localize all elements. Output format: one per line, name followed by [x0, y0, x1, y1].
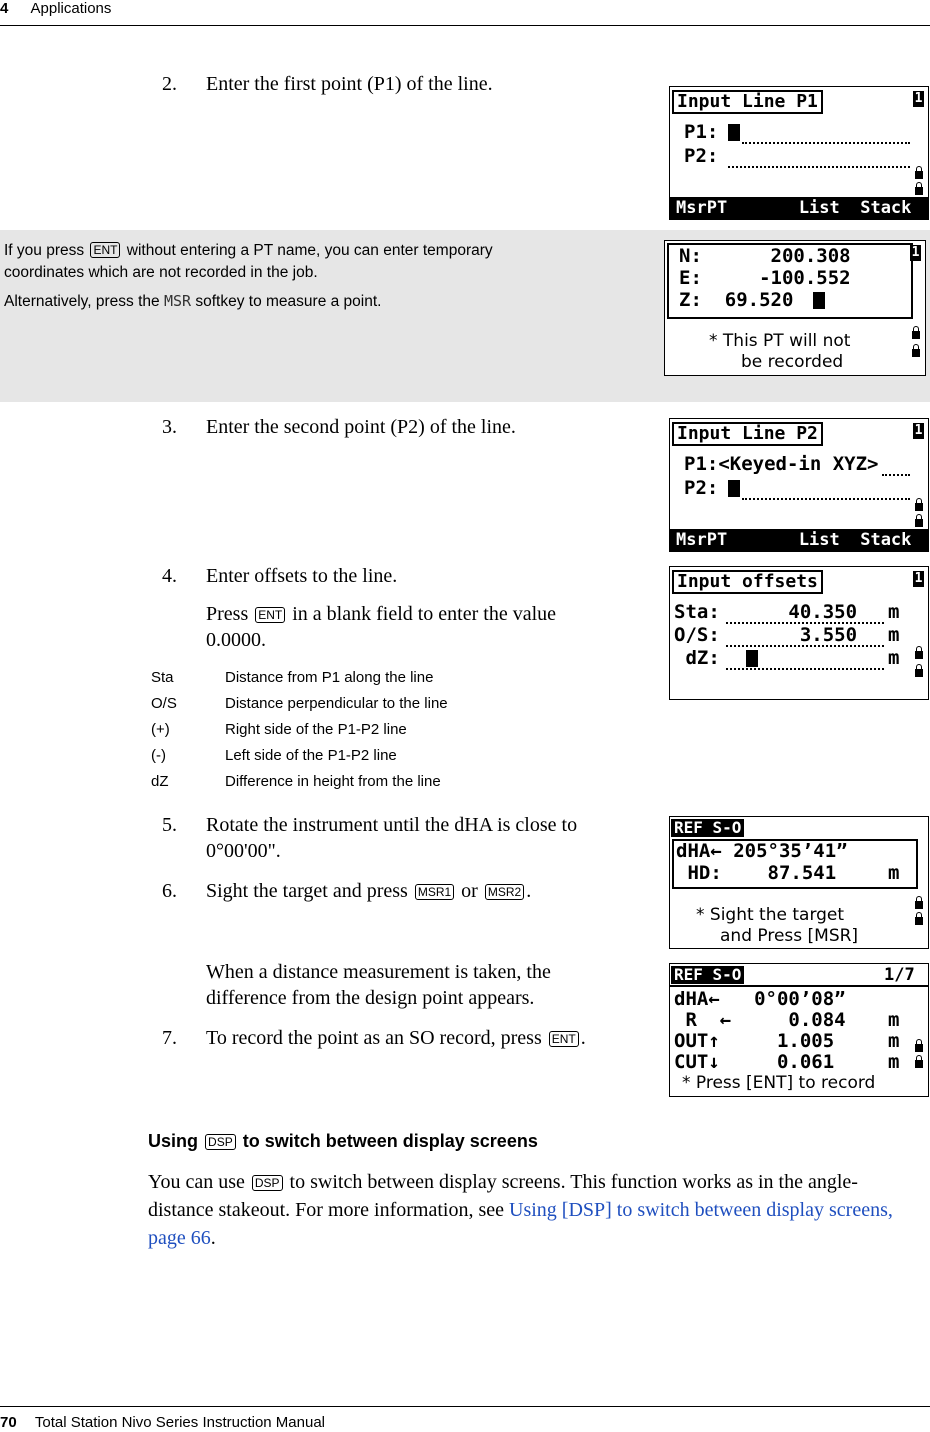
- dz-unit: m: [888, 647, 900, 669]
- field-p1: P1:<Keyed-in XYZ>: [684, 453, 879, 475]
- cut-value: CUT↓ 0.061: [674, 1051, 835, 1073]
- definition-term: O/S: [151, 695, 177, 712]
- cursor: [813, 292, 825, 309]
- msr2-key: MSR2: [485, 884, 524, 900]
- lock-icon: [915, 669, 923, 679]
- dha-value: dHA← 0°00’08”: [674, 988, 846, 1010]
- page-number: 70: [0, 1414, 17, 1431]
- lock-icon: [915, 1060, 923, 1070]
- step-text: Enter the first point (P1) of the line.: [206, 73, 493, 95]
- step-text: Sight the target and press: [206, 880, 408, 902]
- lcd-screen-temporary-coordinates: [664, 240, 926, 376]
- dha-value: dHA← 205°35’41”: [676, 840, 848, 862]
- r-unit: m: [888, 1009, 900, 1031]
- lock-icon: [915, 901, 923, 911]
- field-p2-label: P2:: [684, 477, 719, 499]
- softkeys: MsrPT List Stack: [676, 198, 912, 218]
- step-number: 2.: [162, 73, 177, 95]
- lock-icon: [915, 187, 923, 197]
- definition-term: (+): [151, 721, 170, 738]
- note-line-2: coordinates which are not recorded in the job.: [4, 264, 318, 281]
- step-number: 3.: [162, 416, 177, 438]
- out-unit: m: [888, 1030, 900, 1052]
- step-text: Enter offsets to the line.: [206, 565, 398, 587]
- step-6: 6. Sight the target and press MSR1 or MSR2 .: [162, 880, 532, 902]
- field-p2-line: [728, 166, 910, 168]
- section-subheading: Using DSP to switch between display screens: [148, 1131, 538, 1151]
- ent-key: ENT: [255, 607, 285, 623]
- screen-title: REF S-O: [671, 819, 744, 837]
- ent-key: ENT: [549, 1031, 579, 1047]
- step-text: To record the point as an SO record, press: [206, 1027, 542, 1049]
- lock-icon: [912, 349, 920, 359]
- step-number: 5.: [162, 814, 177, 836]
- ent-key: ENT: [90, 242, 120, 258]
- note-box: [0, 230, 930, 402]
- definition-desc: Distance perpendicular to the line: [225, 695, 448, 712]
- lock-icon: [915, 503, 923, 513]
- indicator-1: 1: [911, 245, 920, 260]
- elevation: Z: 69.520: [679, 289, 794, 311]
- lcd-screen-input-offsets: [669, 566, 929, 700]
- screen-title: Input offsets: [672, 570, 823, 594]
- running-footer: [0, 1414, 325, 1431]
- definition-list: [151, 669, 651, 799]
- field-p2-label: P2:: [684, 145, 719, 167]
- northing: N: 200.308: [679, 245, 851, 267]
- step-5: [162, 812, 652, 864]
- definition-desc: Difference in height from the line: [225, 773, 441, 790]
- step-number: 7.: [162, 1027, 177, 1049]
- lcd-screen-ref-so-sight: [669, 816, 929, 949]
- station-unit: m: [888, 601, 900, 623]
- hd-value: HD: 87.541: [676, 862, 837, 884]
- softkey-bar: [670, 529, 928, 551]
- msr-softkey-label: MSR: [163, 292, 192, 310]
- step-6-result: When a distance measurement is taken, the difference from the design point appears.: [206, 961, 551, 1009]
- screen-title: Input Line P2: [672, 422, 823, 446]
- lock-icon: [915, 917, 923, 927]
- running-header: [0, 0, 111, 17]
- station-field: Sta: 40.350: [674, 601, 858, 623]
- screen-message-1: * Sight the target: [696, 905, 845, 925]
- cursor: [746, 650, 758, 667]
- definition-desc: Distance from P1 along the line: [225, 669, 434, 686]
- indicator-1: 1: [914, 423, 923, 438]
- field-p1-line: [742, 142, 910, 144]
- note-line-1: If you press ENT without entering a PT name, you can enter temporary: [4, 242, 493, 259]
- indicator-1: 1: [914, 91, 923, 106]
- lock-icon: [915, 171, 923, 181]
- screen-message: * Press [ENT] to record: [682, 1073, 876, 1093]
- softkey-bar: [670, 197, 928, 219]
- lcd-screen-ref-so-result: [669, 963, 929, 1097]
- footer-rule: [0, 1406, 930, 1407]
- step-text: Rotate the instrument until the dHA is close to 0°00'00".: [206, 814, 578, 862]
- lock-icon: [915, 519, 923, 529]
- header-rule: [0, 25, 930, 26]
- screen-title: REF S-O: [671, 966, 744, 984]
- field-p1-line: [882, 474, 910, 476]
- screen-message-2: be recorded: [741, 352, 844, 372]
- cursor: [728, 480, 740, 497]
- step-number: 4.: [162, 565, 177, 587]
- dz-line: [726, 668, 884, 670]
- screen-message-1: * This PT will not: [709, 331, 851, 351]
- chapter-number: 4: [0, 0, 9, 17]
- r-value: R ← 0.084: [674, 1009, 846, 1031]
- definition-term: (-): [151, 747, 166, 764]
- field-p1-label: P1:: [684, 121, 719, 143]
- lcd-screen-input-line-p2: [669, 418, 929, 552]
- easting: E: -100.552: [679, 267, 851, 289]
- softkeys: MsrPT List Stack: [676, 530, 912, 550]
- chapter-title: Applications: [30, 0, 112, 17]
- dsp-key: DSP: [252, 1175, 283, 1191]
- step-3: [162, 414, 652, 440]
- screen-title: Input Line P1: [672, 90, 823, 114]
- page-indicator: 1/7: [884, 965, 915, 985]
- offset-unit: m: [888, 624, 900, 646]
- step-4: [162, 563, 652, 653]
- out-value: OUT↑ 1.005: [674, 1030, 835, 1052]
- title-rule: [670, 985, 928, 987]
- step-text: Enter the second point (P2) of the line.: [206, 416, 516, 438]
- field-p2-line: [742, 498, 910, 500]
- cross-reference-link[interactable]: Using [DSP] to switch between display screens, page 66: [148, 1199, 893, 1249]
- offset-field: O/S: 3.550: [674, 624, 858, 646]
- cut-unit: m: [888, 1051, 900, 1073]
- definition-desc: Right side of the P1-P2 line: [225, 721, 407, 738]
- cursor: [728, 124, 740, 141]
- msr1-key: MSR1: [415, 884, 454, 900]
- definition-term: dZ: [151, 773, 169, 790]
- dz-label: dZ:: [674, 647, 720, 669]
- definition-desc: Left side of the P1-P2 line: [225, 747, 397, 764]
- step-7: 7. To record the point as an SO record, press ENT .: [162, 1027, 586, 1049]
- lock-icon: [912, 331, 920, 341]
- screen-message-2: and Press [MSR]: [720, 926, 859, 946]
- step-2: [162, 71, 652, 97]
- hd-unit: m: [888, 862, 900, 884]
- note-line-3: Alternatively, press the MSR softkey to measure a point.: [4, 292, 382, 310]
- definition-term: Sta: [151, 669, 174, 686]
- offset-line: [726, 645, 884, 647]
- lock-icon: [915, 1044, 923, 1054]
- body-paragraph: You can use DSP to switch between display screens. This function works as in the angle-distance stakeout. For more information, see Using [DSP] to switch between display screens, page 66.: [148, 1171, 893, 1249]
- lcd-screen-input-line-p1: [669, 86, 929, 220]
- dsp-key: DSP: [205, 1134, 236, 1150]
- indicator-1: 1: [914, 571, 923, 586]
- manual-title: Total Station Nivo Series Instruction Manual: [34, 1414, 326, 1431]
- lock-icon: [915, 651, 923, 661]
- step-number: 6.: [162, 880, 177, 902]
- step-4-detail: Press ENT in a blank field to enter the value 0.0000.: [206, 603, 557, 651]
